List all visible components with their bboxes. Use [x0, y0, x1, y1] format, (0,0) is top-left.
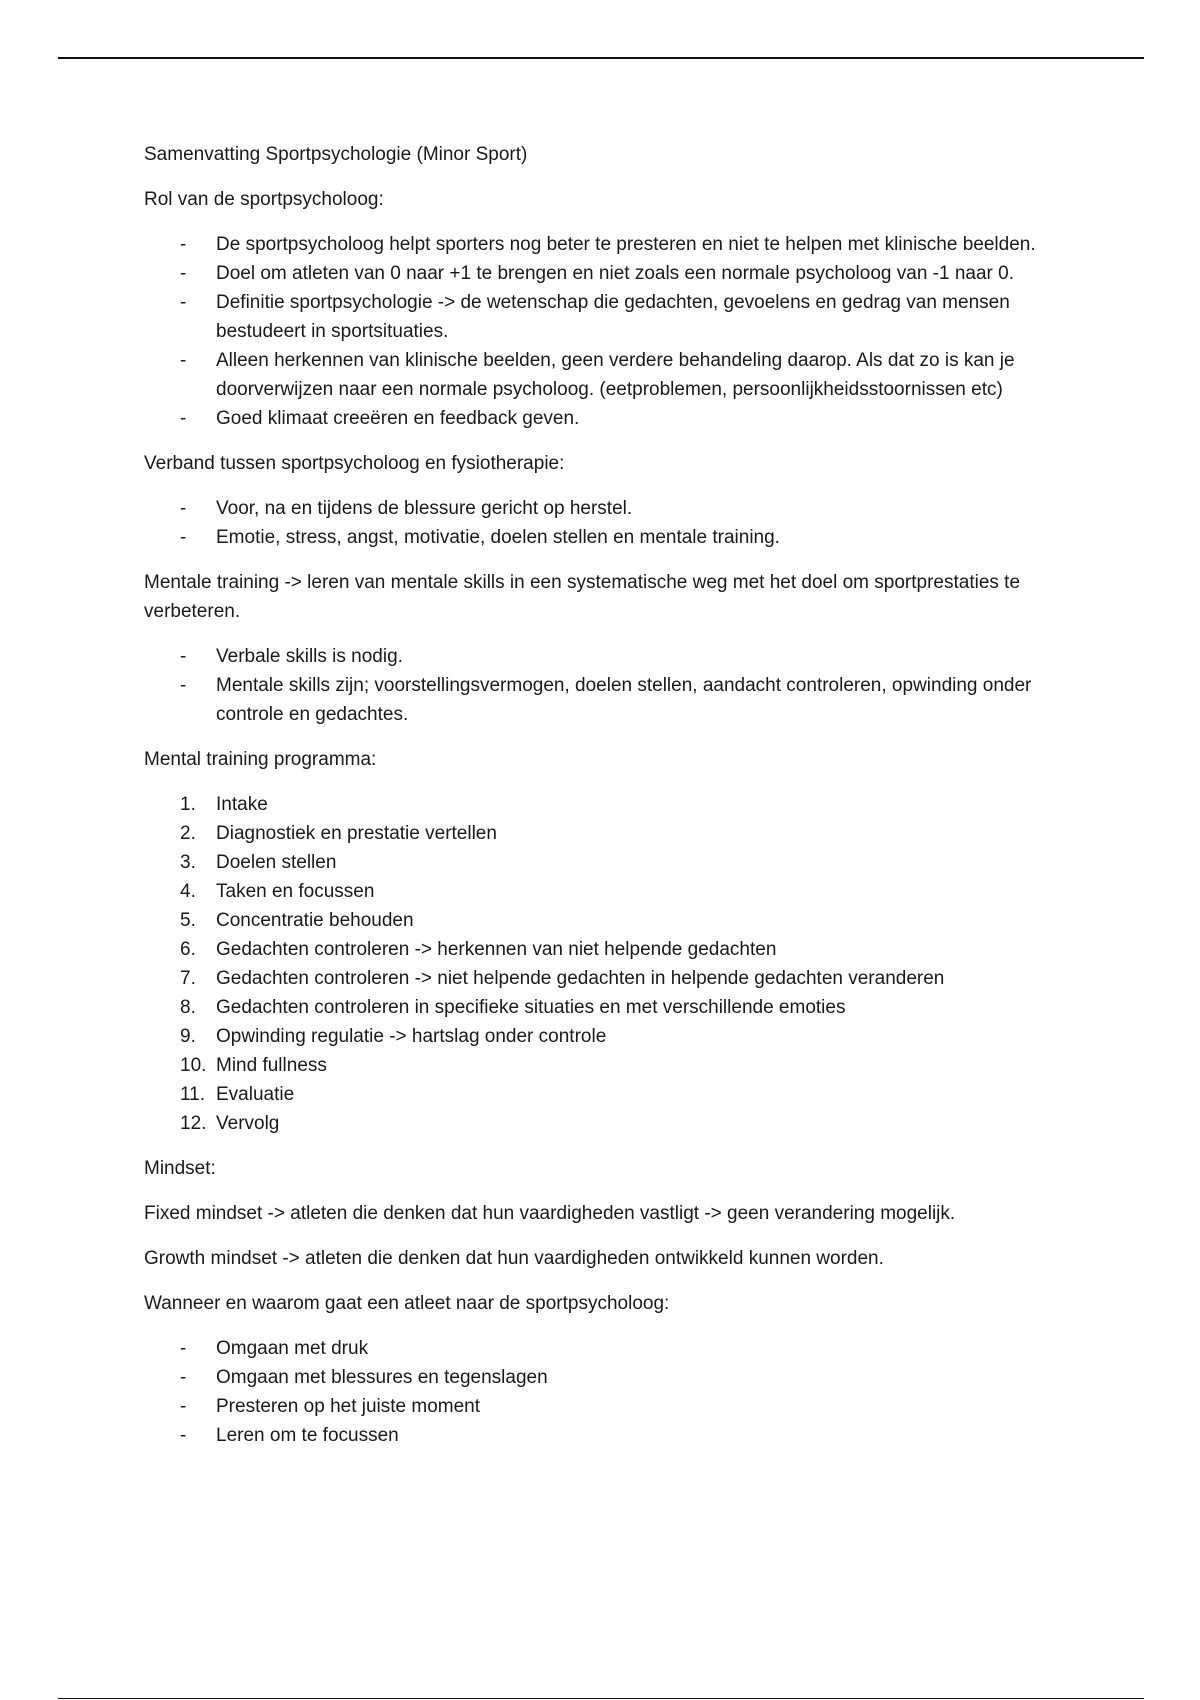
- list-item-text: Alleen herkennen van klinische beelden, geen verdere behandeling daarop. Als dat zo is kan je doorverwijzen naar een normale psycholoog. (eetproblemen, persoonlijkheidsstoornissen etc): [216, 350, 1015, 400]
- list-item: [144, 1392, 1074, 1421]
- list-item-text: Diagnostiek en prestatie vertellen: [216, 823, 497, 844]
- bullet-marker: -: [180, 263, 187, 284]
- list-item-text: De sportpsycholoog helpt sporters nog beter te presteren en niet te helpen met klinische beelden.: [216, 234, 1036, 255]
- list-item-text: Omgaan met blessures en tegenslagen: [216, 1367, 548, 1388]
- list-number: 1.: [180, 794, 196, 815]
- section-heading: Verband tussen sportpsycholoog en fysiotherapie:: [144, 453, 565, 474]
- list-item: [144, 404, 1074, 433]
- list-item-text: Gedachten controleren -> niet helpende gedachten in helpende gedachten veranderen: [216, 968, 945, 989]
- list-number: 12.: [180, 1113, 207, 1134]
- list-item-text: Mentale skills zijn; voorstellingsvermogen, doelen stellen, aandacht controleren, opwinding onder controle en gedachtes.: [216, 675, 1032, 725]
- list-item: [144, 1022, 1074, 1051]
- list-item-text: Emotie, stress, angst, motivatie, doelen stellen en mentale training.: [216, 527, 780, 548]
- list-item-text: Intake: [216, 794, 268, 815]
- section-heading: Wanneer en waarom gaat een atleet naar de sportpsycholoog:: [144, 1293, 670, 1314]
- list-item-text: Presteren op het juiste moment: [216, 1396, 481, 1417]
- document-body: [144, 140, 1074, 1466]
- list-item: [144, 230, 1074, 259]
- list-number: 5.: [180, 910, 196, 931]
- bullet-marker: -: [180, 646, 187, 667]
- list-number: 9.: [180, 1026, 196, 1047]
- list-item: [144, 819, 1074, 848]
- bullet-marker: -: [180, 234, 187, 255]
- list-item: [144, 494, 1074, 523]
- bullet-marker: -: [180, 350, 187, 371]
- list-item: [144, 848, 1074, 877]
- list-item: [144, 993, 1074, 1022]
- document-title: Samenvatting Sportpsychologie (Minor Sport): [144, 144, 528, 165]
- list-number: 7.: [180, 968, 196, 989]
- bottom-rule: [58, 1698, 1144, 1699]
- list-item-text: Gedachten controleren in specifieke situaties en met verschillende emoties: [216, 997, 846, 1018]
- list-item-text: Concentratie behouden: [216, 910, 414, 931]
- numbered-list: [144, 790, 1074, 1138]
- section-heading: Mental training programma:: [144, 749, 377, 770]
- list-item: [144, 906, 1074, 935]
- list-item: [144, 1421, 1074, 1450]
- list-item: [144, 1109, 1074, 1138]
- list-item-text: Omgaan met druk: [216, 1338, 369, 1359]
- list-item-text: Goed klimaat creeëren en feedback geven.: [216, 408, 580, 429]
- section-heading: Mentale training -> leren van mentale skills in een systematische weg met het doel om sportprestaties te verbeteren.: [144, 572, 1021, 622]
- list-item-text: Verbale skills is nodig.: [216, 646, 403, 667]
- list-item: [144, 964, 1074, 993]
- list-number: 8.: [180, 997, 196, 1018]
- list-number: 3.: [180, 852, 196, 873]
- list-item-text: Evaluatie: [216, 1084, 295, 1105]
- bullet-marker: -: [180, 675, 187, 696]
- section-heading: Mindset:: [144, 1158, 216, 1179]
- list-item-text: Mind fullness: [216, 1055, 327, 1076]
- bullet-list: [144, 230, 1074, 433]
- list-item-text: Gedachten controleren -> herkennen van niet helpende gedachten: [216, 939, 777, 960]
- list-item: [144, 523, 1074, 552]
- bullet-marker: -: [180, 1425, 187, 1446]
- bullet-marker: -: [180, 1367, 187, 1388]
- list-item-text: Leren om te focussen: [216, 1425, 399, 1446]
- list-item: [144, 877, 1074, 906]
- bullet-marker: -: [180, 527, 187, 548]
- list-number: 10.: [180, 1055, 207, 1076]
- list-item: [144, 1363, 1074, 1392]
- list-item-text: Voor, na en tijdens de blessure gericht op herstel.: [216, 498, 633, 519]
- bullet-marker: -: [180, 292, 187, 313]
- top-rule: [58, 57, 1144, 59]
- list-item: [144, 288, 1074, 346]
- list-item-text: Doelen stellen: [216, 852, 337, 873]
- bullet-marker: -: [180, 1338, 187, 1359]
- section-heading: Rol van de sportpsycholoog:: [144, 189, 384, 210]
- list-number: 6.: [180, 939, 196, 960]
- bullet-marker: -: [180, 408, 187, 429]
- list-item-text: Taken en focussen: [216, 881, 375, 902]
- list-item: [144, 790, 1074, 819]
- bullet-marker: -: [180, 1396, 187, 1417]
- fixed-mindset-text: Fixed mindset -> atleten die denken dat hun vaardigheden vastligt -> geen verandering mogelijk.: [144, 1203, 956, 1224]
- list-item-text: Vervolg: [216, 1113, 280, 1134]
- list-item-text: Definitie sportpsychologie -> de wetenschap die gedachten, gevoelens en gedrag van mensen bestudeert in sportsituaties.: [216, 292, 1010, 342]
- bullet-list: [144, 1334, 1074, 1450]
- list-item: [144, 1080, 1074, 1109]
- list-item: [144, 671, 1074, 729]
- list-item: [144, 1051, 1074, 1080]
- bullet-marker: -: [180, 498, 187, 519]
- bullet-list: [144, 494, 1074, 552]
- bullet-list: [144, 642, 1074, 729]
- list-item: [144, 642, 1074, 671]
- list-number: 2.: [180, 823, 196, 844]
- list-number: 4.: [180, 881, 196, 902]
- list-item-text: Doel om atleten van 0 naar +1 te brengen en niet zoals een normale psycholoog van -1 naar 0.: [216, 263, 1014, 284]
- list-item: [144, 1334, 1074, 1363]
- list-number: 11.: [180, 1084, 206, 1105]
- growth-mindset-text: Growth mindset -> atleten die denken dat hun vaardigheden ontwikkeld kunnen worden.: [144, 1248, 884, 1269]
- list-item: [144, 935, 1074, 964]
- list-item: [144, 259, 1074, 288]
- list-item-text: Opwinding regulatie -> hartslag onder controle: [216, 1026, 607, 1047]
- list-item: [144, 346, 1074, 404]
